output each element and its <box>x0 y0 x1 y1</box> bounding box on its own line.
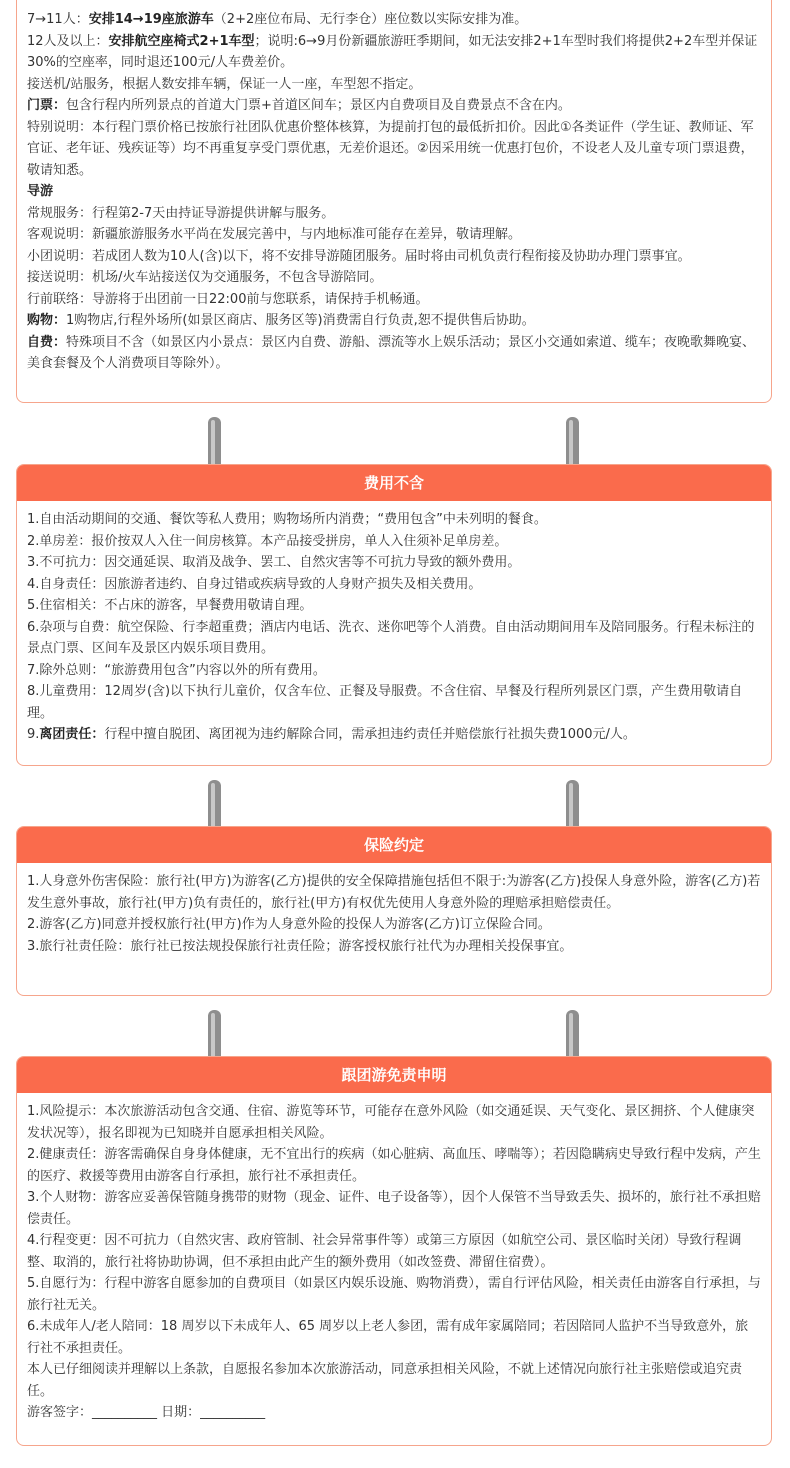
text-segment: 常规服务：行程第2-7天由持证导游提供讲解与服务。 <box>27 205 335 221</box>
disclaimer-body <box>17 1093 771 1424</box>
text-line <box>27 9 761 31</box>
text-segment: 特别说明：本行程门票价格已按旅行社团队优惠价整体核算，为提前打包的最低折扣价。因此①各类证件（学生证、教师证、军官证、老年证、残疾证等）均不再重复享受门票优惠，无差价退还。②因采用统一优惠打包价，不设老人及儿童专项门票退费，敬请知悉。 <box>27 119 754 178</box>
text-line <box>27 31 761 74</box>
text-line <box>27 74 761 96</box>
text-segment: 小团说明：若成团人数为10人(含)以下，将不安排导游随团服务。届时将由司机负责行程衔接及协助办理门票事宜。 <box>27 248 691 264</box>
text-segment: 6.未成年人/老人陪同：18 周岁以下未成年人、65 周岁以上老人参团，需有成年家属陪同；若因陪同人监护不当导致意外，旅行社不承担责任。 <box>27 1319 749 1356</box>
text-line <box>27 1359 761 1402</box>
text-segment: 特殊项目不含（如景区内小景点：景区内自费、游船、漂流等水上娱乐活动；景区小交通如索道、缆车；夜晚歌舞晚宴、美食套餐及个人消费项目等除外）。 <box>27 334 756 371</box>
bold-label: 自费： <box>27 334 67 350</box>
text-line <box>27 617 761 660</box>
text-segment: 客观说明：新疆旅游服务水平尚在发展完善中，与内地标准可能存在差异，敬请理解。 <box>27 227 522 242</box>
insurance-title: 保险约定 <box>17 827 771 863</box>
fee-excluded-title: 费用不含 <box>17 465 771 501</box>
text-line <box>27 1144 761 1187</box>
text-line <box>27 332 761 375</box>
text-line <box>27 724 761 746</box>
text-segment: 1.人身意外伤害保险：旅行社(甲方)为游客(乙方)提供的安全保障措施包括但不限于:为游客(乙方)投保人身意外险，游客(乙方)若发生意外事故，旅行社(甲方)负有责任的，旅行社(甲方)有权优先使用人身意外险的理赔承担赔偿责任。 <box>27 874 761 911</box>
text-line <box>27 267 761 289</box>
text-line <box>27 660 761 682</box>
text-line <box>27 181 761 203</box>
text-line <box>27 595 761 617</box>
text-segment: 包含行程内所列景点的首道大门票+首道区间车；景区内自费项目及自费景点不含在内。 <box>66 98 571 113</box>
text-line <box>27 681 761 724</box>
text-segment: （2+2座位布局、无行李仓）座位数以实际安排为准。 <box>213 12 528 27</box>
text-line <box>27 574 761 596</box>
text-segment: 接送机/站服务，根据人数安排车辆，保证一人一座，车型恕不指定。 <box>27 76 422 92</box>
text-segment: 3.个人财物：游客应妥善保管随身携带的财物（现金、证件、电子设备等），因个人保管不当导致丢失、损坏的，旅行社不承担赔偿责任。 <box>27 1190 761 1227</box>
text-segment: 6.杂项与自费：航空保险、行李超重费；酒店内电话、洗衣、迷你吧等个人消费。自由活动期间用车及陪同服务。行程未标注的景点门票、区间车及景区内娱乐项目费用。 <box>27 619 755 656</box>
text-line <box>27 224 761 246</box>
text-line <box>27 95 761 117</box>
text-segment: 行前联络：导游将于出团前一日22:00前与您联系，请保持手机畅通。 <box>27 291 429 307</box>
text-segment: 8.儿童费用：12周岁(含)以下执行儿童价，仅含车位、正餐及导服费。不含住宿、早餐及行程所列景区门票，产生费用敬请自理。 <box>27 684 743 721</box>
text-line <box>27 1273 761 1316</box>
text-segment: 行程中擅自脱团、离团视为违约解除合同，需承担违约责任并赔偿旅行社损失费1000元/人。 <box>104 727 636 742</box>
bold-label: 门票： <box>27 98 67 113</box>
bold-label: 离团责任： <box>39 727 105 742</box>
text-line <box>27 936 761 958</box>
text-segment: 2.游客(乙方)同意并授权旅行社(甲方)作为人身意外险的投保人为游客(乙方)订立保险合同。 <box>27 917 551 932</box>
text-segment: 2.健康责任：游客需确保自身身体健康，无不宜出行的疾病（如心脏病、高血压、哮喘等）；若因隐瞒病史导致行程中发病，产生的医疗、救援等费用由游客自行承担，旅行社不承担责任。 <box>27 1147 761 1184</box>
text-segment: 3.旅行社责任险：旅行社已按法规投保旅行社责任险；游客授权旅行社代为办理相关投保事宜。 <box>27 938 573 954</box>
text-line <box>27 117 761 182</box>
bold-label: 安排航空座椅式2+1车型 <box>108 33 255 49</box>
text-segment: 接送说明：机场/火车站接送仅为交通服务，不包含导游陪同。 <box>27 270 383 285</box>
text-segment: 5.住宿相关：不占床的游客，早餐费用敬请自理。 <box>27 598 313 613</box>
text-segment: 7→11人： <box>27 12 89 27</box>
text-line <box>27 914 761 936</box>
text-line <box>27 203 761 225</box>
text-segment: 游客签字：__________ 日期：__________ <box>27 1405 266 1420</box>
bold-label: 购物： <box>27 313 67 328</box>
text-segment: 4.行程变更：因不可抗力（自然灾害、政府管制、社会异常事件等）或第三方原因（如航空公司、景区临时关闭）导致行程调整、取消的，旅行社将协助协调，但不承担由此产生的额外费用（如改签费、滞留住宿费）。 <box>27 1233 742 1270</box>
text-line <box>27 1187 761 1230</box>
text-segment: 5.自愿行为：行程中游客自愿参加的自费项目（如景区内娱乐设施、购物消费），需自行评估风险，相关责任由游客自行承担，与旅行社无关。 <box>27 1276 761 1313</box>
text-segment: 9. <box>27 727 40 742</box>
text-line <box>27 246 761 268</box>
disclaimer-card <box>16 1056 772 1446</box>
disclaimer-title: 跟团游免责申明 <box>17 1057 771 1093</box>
text-segment: 2.单房差：报价按双人入住一间房核算。本产品接受拼房，单人入住须补足单房差。 <box>27 533 508 549</box>
text-line <box>27 509 761 531</box>
text-line <box>27 310 761 332</box>
text-segment: 1购物店,行程外场所(如景区商店、服务区等)消费需自行负责,恕不提供售后协助。 <box>66 313 535 328</box>
bold-label: 导游 <box>27 184 54 199</box>
text-line <box>27 1230 761 1273</box>
itinerary-notes-body <box>17 0 771 375</box>
insurance-card <box>16 826 772 996</box>
text-segment: 4.自身责任：因旅游者违约、自身过错或疾病导致的人身财产损失及相关费用。 <box>27 576 482 592</box>
text-segment: 1.自由活动期间的交通、餐饮等私人费用；购物场所内消费；“费用包含”中未列明的餐食。 <box>27 512 547 527</box>
insurance-body <box>17 863 771 957</box>
fee-excluded-body <box>17 501 771 746</box>
text-line <box>27 531 761 553</box>
text-line <box>27 1101 761 1144</box>
text-line <box>27 871 761 914</box>
fee-excluded-card <box>16 464 772 766</box>
text-segment: ；说明:6→9月份新疆旅游旺季期间，如无法安排2+1车型时我们将提供2+2车型并保证30%的空座率，同时退还100元/人车费差价。 <box>27 33 758 70</box>
itinerary-notes-card <box>16 0 772 403</box>
text-segment: 7.除外总则：“旅游费用包含”内容以外的所有费用。 <box>27 662 326 678</box>
text-segment: 本人已仔细阅读并理解以上条款，自愿报名参加本次旅游活动，同意承担相关风险，不就上述情况向旅行社主张赔偿或追究责任。 <box>27 1362 743 1399</box>
text-segment: 3.不可抗力：因交通延误、取消及战争、罢工、自然灾害等不可抗力导致的额外费用。 <box>27 555 521 570</box>
text-line <box>27 1316 761 1359</box>
bold-label: 安排14→19座旅游车 <box>88 12 214 27</box>
text-line <box>27 289 761 311</box>
text-segment: 1.风险提示：本次旅游活动包含交通、住宿、游览等环节，可能存在意外风险（如交通延误、天气变化、景区拥挤、个人健康突发状况等），报名即视为已知晓并自愿承担相关风险。 <box>27 1104 755 1141</box>
text-line <box>27 552 761 574</box>
text-line <box>27 1402 761 1424</box>
text-segment: 12人及以上： <box>27 33 109 49</box>
